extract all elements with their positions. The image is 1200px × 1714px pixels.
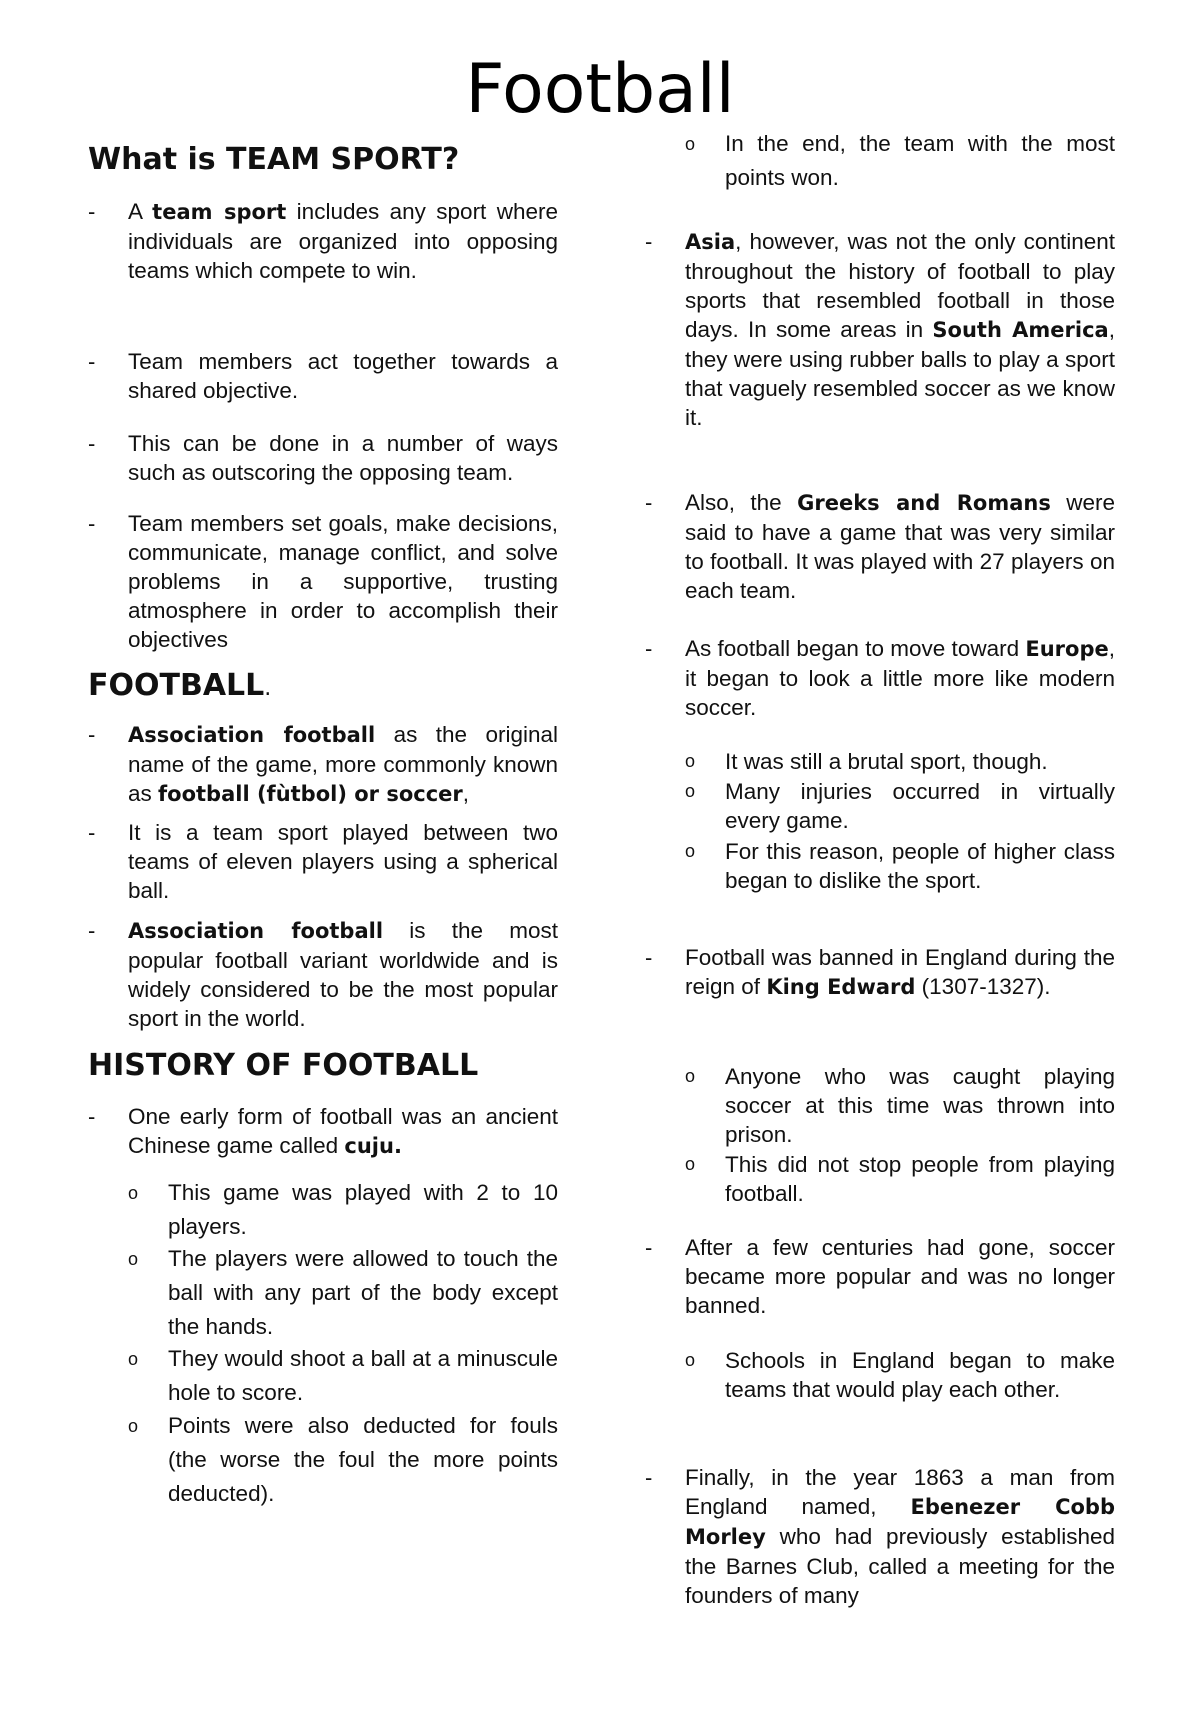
circle-marker: o [128, 1183, 139, 1203]
sub-list-item: o In the end, the team with the most points won. [685, 127, 1115, 195]
circle-marker: o [128, 1416, 139, 1436]
circle-marker: o [685, 1350, 696, 1370]
circle-marker: o [685, 841, 696, 861]
list-item: - Team members set goals, make decisions, communicate, manage conflict, and solve problems in a supportive, trusting atmosphere in order to accomplish their objectives [88, 511, 558, 652]
dash-marker: - [88, 511, 96, 536]
dash-marker: - [88, 199, 96, 224]
circle-marker: o [685, 1154, 696, 1174]
list-item: - Team members act together towards a shared objective. [88, 349, 558, 403]
sub-list-item: o Schools in England began to make teams that would play each other. [685, 1348, 1115, 1402]
sub-list-item: o Points were also deducted for fouls (the worse the foul the more points deducted). [128, 1409, 558, 1511]
dash-marker: - [88, 431, 96, 456]
list-item: - Also, the Greeks and Romans were said to have a game that was very similar to football. It was played with 27 players on each team. [645, 490, 1115, 603]
heading-team-sport: What is TEAM SPORT? [88, 142, 460, 177]
sub-list-item: o The players were allowed to touch the ball with any part of the body except the hands. [128, 1242, 558, 1344]
dash-marker: - [88, 918, 96, 943]
list-item: - Football was banned in England during the reign of King Edward (1307-1327). [645, 945, 1115, 999]
sub-list-item: o This game was played with 2 to 10 players. [128, 1176, 558, 1244]
dash-marker: - [88, 722, 96, 747]
dash-marker: - [88, 820, 96, 845]
circle-marker: o [685, 781, 696, 801]
list-item: - Association football is the most popular football variant worldwide and is widely considered to be the most popular sport in the world. [88, 918, 558, 1031]
dash-marker: - [645, 490, 653, 515]
dash-marker: - [88, 1104, 96, 1129]
circle-marker: o [685, 751, 696, 771]
sub-list-item: o Anyone who was caught playing soccer at this time was thrown into prison. [685, 1064, 1115, 1147]
list-item: - It is a team sport played between two teams of eleven players using a spherical ball. [88, 820, 558, 903]
sub-list-item: o It was still a brutal sport, though. [685, 749, 1048, 774]
list-item: - This can be done in a number of ways such as outscoring the opposing team. [88, 431, 558, 485]
list-item: - One early form of football was an ancient Chinese game called cuju. [88, 1104, 558, 1158]
dash-marker: - [645, 636, 653, 661]
sub-list-item: o For this reason, people of higher class began to dislike the sport. [685, 839, 1115, 893]
dash-marker: - [645, 945, 653, 970]
circle-marker: o [128, 1349, 139, 1369]
dash-marker: - [645, 1465, 653, 1490]
sub-list-item: o This did not stop people from playing football. [685, 1152, 1115, 1206]
list-item: - Asia, however, was not the only continent throughout the history of football to play sports that resembled football in those days. In some areas in South America, they were using rubber balls to play a sport that vaguely resembled soccer as we know it. [645, 229, 1115, 430]
dash-marker: - [88, 349, 96, 374]
list-item: - A team sport includes any sport where individuals are organized into opposing teams which compete to win. [88, 199, 558, 283]
document-title: Football [465, 50, 735, 129]
list-item: - Association football as the original name of the game, more commonly known as football (fùtbol) or soccer, [88, 722, 558, 806]
circle-marker: o [685, 134, 696, 154]
sub-list-item: o Many injuries occurred in virtually every game. [685, 779, 1115, 833]
sub-list-item: o They would shoot a ball at a minuscule hole to score. [128, 1342, 558, 1410]
dash-marker: - [645, 229, 653, 254]
list-item: - After a few centuries had gone, soccer became more popular and was no longer banned. [645, 1235, 1115, 1318]
list-item: - As football began to move toward Europe, it began to look a little more like modern soccer. [645, 636, 1115, 720]
heading-history: HISTORY OF FOOTBALL [88, 1048, 479, 1083]
list-item: - Finally, in the year 1863 a man from England named, Ebenezer Cobb Morley who had previously established the Barnes Club, called a meeting for the founders of many [645, 1465, 1115, 1608]
circle-marker: o [685, 1066, 696, 1086]
circle-marker: o [128, 1249, 139, 1269]
dash-marker: - [645, 1235, 653, 1260]
heading-football: FOOTBALL. [88, 668, 272, 703]
